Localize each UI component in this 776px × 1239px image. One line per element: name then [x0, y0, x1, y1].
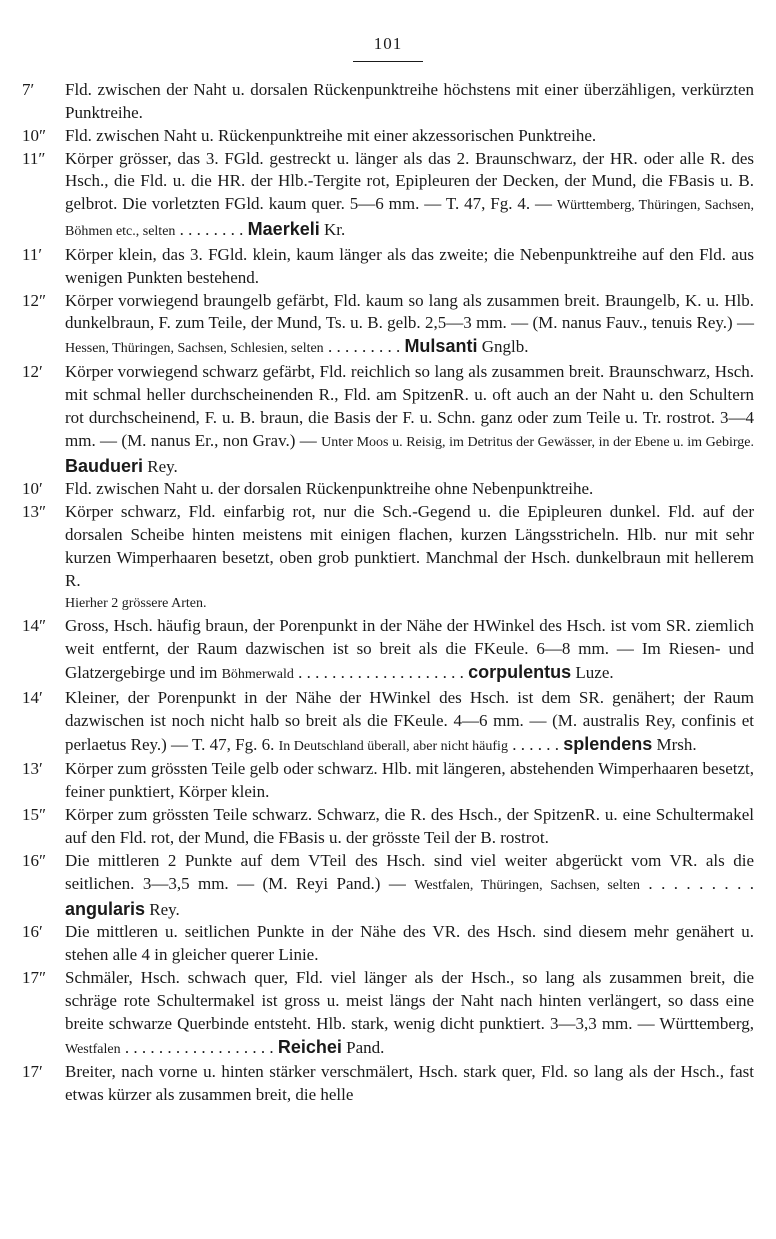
distribution-text: Unter Moos u. Reisig, im Detritus der Gewässer, in der Ebene u. im Gebirge. [321, 434, 754, 450]
key-entry [22, 148, 754, 244]
entry-number: 12′ [22, 362, 43, 382]
key-entries [22, 79, 754, 1107]
key-entry [22, 361, 754, 478]
key-entry [22, 967, 754, 1061]
entry-note: Hierher 2 grössere Arten. [65, 595, 207, 611]
key-entry [22, 758, 754, 804]
distribution-text: Hessen, Thüringen, Sachsen, Schlesien, selten [65, 341, 324, 357]
entry-number: 7′ [22, 80, 35, 99]
entry-text: Fld. zwischen Naht u. der dorsalen Rückenpunktreihe ohne Nebenpunktreihe. [65, 479, 594, 499]
key-entry [22, 1061, 754, 1107]
entry-number: 17″ [22, 968, 47, 988]
entry-number: 12″ [22, 290, 47, 310]
entry-text: Körper grösser, das 3. FGld. gestreckt u. länger als das 2. Braunschwarz, der HR. oder alle R. des Hsch., die Fld. u. die HR. der Hlb.-Tergite rot, Epipleuren der Decken, der Mund, die FBasis u. B. gelbrot. Die vorletzten FGld. kaum quer. 5—6 mm. — T. 47, Fg. 4. — [65, 148, 754, 214]
species-name: angularis [65, 898, 146, 919]
key-entry [22, 615, 754, 687]
key-entry [22, 501, 754, 592]
leader-dots: . . . . . . . . . . . . . . . . . . [124, 1037, 274, 1057]
entry-number: 14′ [22, 687, 43, 707]
species-name: Maerkeli [247, 219, 320, 240]
entry-text: Fld. zwischen Naht u. Rückenpunktreihe mit einer akzessorischen Punktreihe. [65, 125, 597, 145]
entry-text: Körper klein, das 3. FGld. klein, kaum länger als das zweite; die Nebenpunktreihe auf den Fld. aus wenigen Punkten bestehend. [65, 244, 754, 287]
entry-text: Gross, Hsch. häufig braun, der Porenpunkt in der Nähe der HWinkel des Hsch. ist vom SR. ziemlich weit entfernt, der Raum dazwischen ist so breit als die FKeule. 6—8 mm. — Im Riesen- und Glatzergebirge und im [65, 616, 754, 683]
species-author: Gnglb. [481, 337, 529, 357]
entry-text: Körper zum grössten Teile schwarz. Schwarz, die R. des Hsch., der SpitzenR. u. eine Schultermakel auf den Fld. rot, der Mund, die FBasis u. der grösste Teil der B. rostrot. [65, 805, 754, 847]
key-entry [22, 687, 754, 759]
leader-dots: . . . . . . . . . [648, 873, 755, 893]
key-entry [22, 125, 754, 148]
entry-text: Kleiner, der Porenpunkt in der Nähe der HWinkel des Hsch. ist dem SR. genähert; der Raum dazwischen ist noch nicht halb so breit als die FKeule. 4—6 mm. — (M. australis Rey, confinis et perlaetus Rey.) — T. 47, Fg. 6. [65, 687, 754, 754]
leader-dots: . . . . . . [512, 734, 559, 754]
leader-dots: . . . . . . . . . . . . . . . . . . . . [298, 663, 464, 683]
entry-text: Die mittleren u. seitlichen Punkte in der Nähe des VR. des Hsch. sind diesem mehr genähert u. stehen alle 4 in gleicher querer Linie. [65, 922, 754, 965]
header-rule [353, 61, 423, 62]
entry-number: 13″ [22, 502, 47, 522]
entry-text: Breiter, nach vorne u. hinten stärker verschmälert, Hsch. stark quer, Fld. so lang als der Hsch., fast etwas kürzer als zusammen breit, die helle [65, 1062, 754, 1105]
key-entry [22, 921, 754, 967]
distribution-text: Westfalen [65, 1041, 121, 1057]
entry-text: Körper vorwiegend schwarz gefärbt, Fld. reichlich so lang als zusammen breit. Braunschwarz, Hsch. mit schmal heller durchscheinenden R., Fld. am SpitzenR. u. oft auch an der Naht u. den Schultern rot durchscheinend, F. u. B. braun, die Basis der F. u. Schn. ganz oder zum Teile u. Tr. rostrot. 3—4 mm. — (M. nanus Er., non Grav.) — [65, 362, 754, 450]
entry-text: Körper zum grössten Teile gelb oder schwarz. Hlb. mit längeren, abstehenden Wimperhaaren besetzt, feiner punktiert, Körper klein. [65, 759, 754, 802]
species-name: Baudueri [65, 455, 144, 476]
key-entry [22, 804, 754, 850]
entry-number: 15″ [22, 805, 47, 825]
entry-number: 17′ [22, 1062, 43, 1082]
key-entry [22, 79, 754, 125]
leader-dots: . . . . . . . . . [327, 337, 401, 357]
key-entry [22, 290, 754, 362]
entry-number: 16′ [22, 922, 43, 942]
species-author: Rey. [149, 899, 180, 919]
distribution-text: Württemberg, Thüringen, Sachsen, Böhmen etc., selten [65, 198, 755, 240]
entry-text: Schmäler, Hsch. schwach quer, Fld. viel länger als der Hsch., so lang als zusammen breit, die schräge rote Schultermakel ist gross u. meist längs der Naht nach hinten verlängert, so dass eine breite schwarze Querbinde entsteht. Hlb. stark, wenig dicht punktiert. 3—3,3 mm. — Württemberg, [65, 968, 754, 1033]
key-entry [22, 478, 754, 501]
entry-number: 13′ [22, 759, 43, 779]
species-author: Luze. [575, 663, 614, 683]
distribution-text: In Deutschland überall, aber nicht häufig [278, 738, 508, 754]
entry-number: 11′ [22, 244, 43, 264]
entry-number: 10′ [22, 479, 43, 499]
species-name: Mulsanti [404, 336, 478, 357]
species-author: Mrsh. [656, 734, 697, 754]
species-name: corpulentus [468, 662, 572, 683]
species-name: splendens [563, 733, 653, 754]
leader-dots: . . . . . . . . [179, 220, 244, 240]
species-author: Kr. [323, 220, 346, 240]
distribution-text: Böhmerwald [221, 667, 294, 683]
entry-number: 14″ [22, 616, 47, 636]
entry-number: 11″ [22, 148, 46, 168]
entry-text: Körper schwarz, Fld. einfarbig rot, nur die Sch.-Gegend u. die Epipleuren dunkel. Fld. auf der dorsalen Scheibe hinten meistens mit einigen flachen, kurzen Längsstricheln. Hlb. nur mit sehr kurzen Wimperhaaren besetzt, oben grob punktiert. Manchmal der Hsch. dunkelbraun mit hellerem R. [65, 502, 754, 590]
entry-number: 10″ [22, 125, 47, 145]
entry-text: Fld. zwischen der Naht u. dorsalen Rückenpunktreihe höchstens mit einer überzähligen, verkürzten Punktreihe. [65, 80, 754, 122]
species-name: Reichei [277, 1036, 342, 1057]
key-entry [22, 244, 754, 290]
entry-text: Körper vorwiegend braungelb gefärbt, Fld. kaum so lang als zusammen breit. Braungelb, K. u. Hlb. dunkelbraun, F. zum Teile, der Mund, Ts. u. B. gelb. 2,5—3 mm. — (M. nanus Fauv., tenuis Rey.) — [65, 290, 754, 333]
entry-text: Die mittleren 2 Punkte auf dem VTeil des Hsch. sind viel weiter abgerückt vom VR. als die seitlichen. 3—3,5 mm. — (M. Reyi Pand.) — [65, 850, 754, 893]
key-entry [22, 850, 754, 922]
species-author: Rey. [147, 456, 178, 476]
distribution-text: Westfalen, Thüringen, Sachsen, selten [414, 877, 640, 893]
page-number: 101 [373, 34, 403, 53]
species-author: Pand. [346, 1037, 385, 1057]
entry-number: 16″ [22, 850, 47, 870]
